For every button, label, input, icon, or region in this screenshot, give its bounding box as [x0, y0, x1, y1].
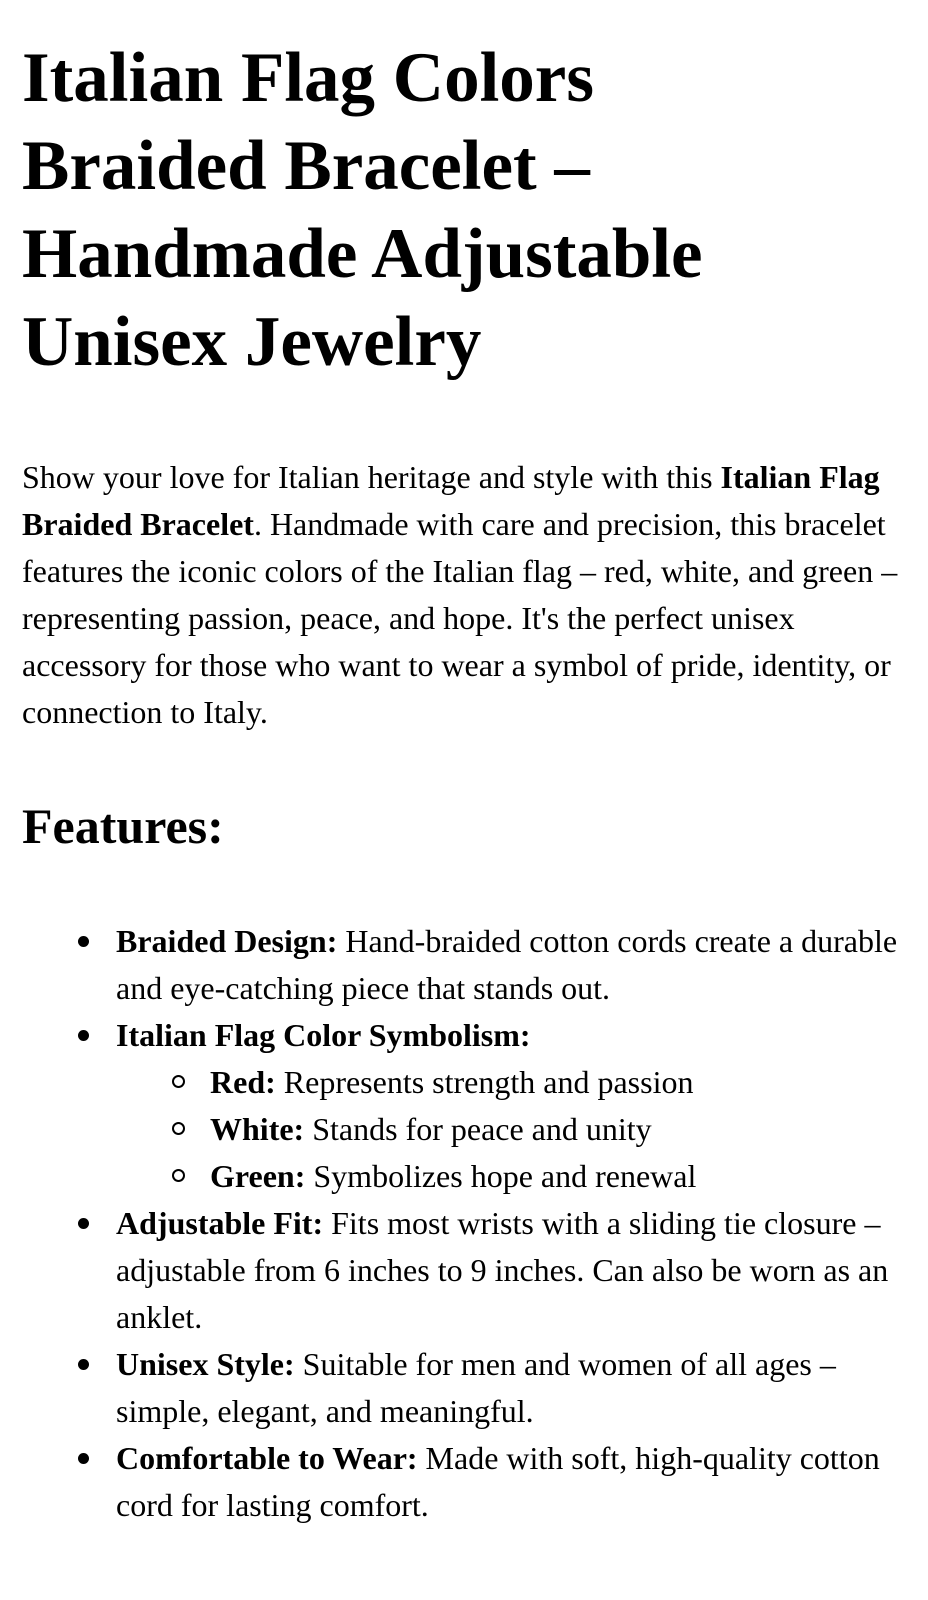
sub-item-label: White:	[210, 1111, 305, 1147]
feature-item-unisex-style	[116, 1341, 906, 1435]
feature-text: Hand-braided cotton cords create a durable and eye-catching piece that stands out.	[116, 923, 898, 1006]
feature-item-braided-design	[116, 918, 906, 1012]
sub-item-label: Red:	[210, 1064, 276, 1100]
sub-item-green	[210, 1153, 906, 1200]
sub-item-red	[210, 1059, 906, 1106]
intro-paragraph	[22, 454, 908, 736]
feature-text: Suitable for men and women of all ages – simple, elegant, and meaningful.	[116, 1346, 836, 1429]
page-title: Italian Flag Colors Braided Bracelet – Handmade Adjustable Unisex Jewelry	[22, 39, 703, 381]
feature-label: Comfortable to Wear:	[116, 1440, 418, 1476]
sub-item-text: Stands for peace and unity	[304, 1111, 652, 1147]
sub-item-white	[210, 1106, 906, 1153]
sub-item-label: Green:	[210, 1158, 306, 1194]
features-heading: Features:	[22, 798, 224, 854]
feature-item-comfortable	[116, 1435, 906, 1529]
feature-label: Braided Design:	[116, 923, 338, 959]
intro-product-name: Italian Flag Braided Bracelet	[22, 459, 880, 542]
sub-item-text: Represents strength and passion	[275, 1064, 694, 1100]
intro-text-end: . Handmade with care and precision, this bracelet features the iconic colors of the Italian flag – red, white, and green – representing passion, peace, and hope. It's the perfect unisex accessory for those who want to wear a symbol of pride, identity, or connection to Italy.	[22, 506, 898, 730]
feature-label: Unisex Style:	[116, 1346, 295, 1382]
feature-text: Fits most wrists with a sliding tie closure – adjustable from 6 inches to 9 inches. Can also be worn as an anklet.	[116, 1205, 889, 1335]
color-symbolism-list	[116, 1059, 906, 1200]
feature-item-color-symbolism	[116, 1012, 906, 1200]
feature-item-adjustable-fit	[116, 1200, 906, 1341]
feature-label: Adjustable Fit:	[116, 1205, 324, 1241]
feature-text: Made with soft, high-quality cotton cord for lasting comfort.	[116, 1440, 880, 1523]
intro-text-start: Show your love for Italian heritage and style with this	[22, 459, 721, 495]
sub-item-text: Symbolizes hope and renewal	[305, 1158, 697, 1194]
feature-label: Italian Flag Color Symbolism:	[116, 1017, 531, 1053]
features-list	[22, 918, 910, 1529]
